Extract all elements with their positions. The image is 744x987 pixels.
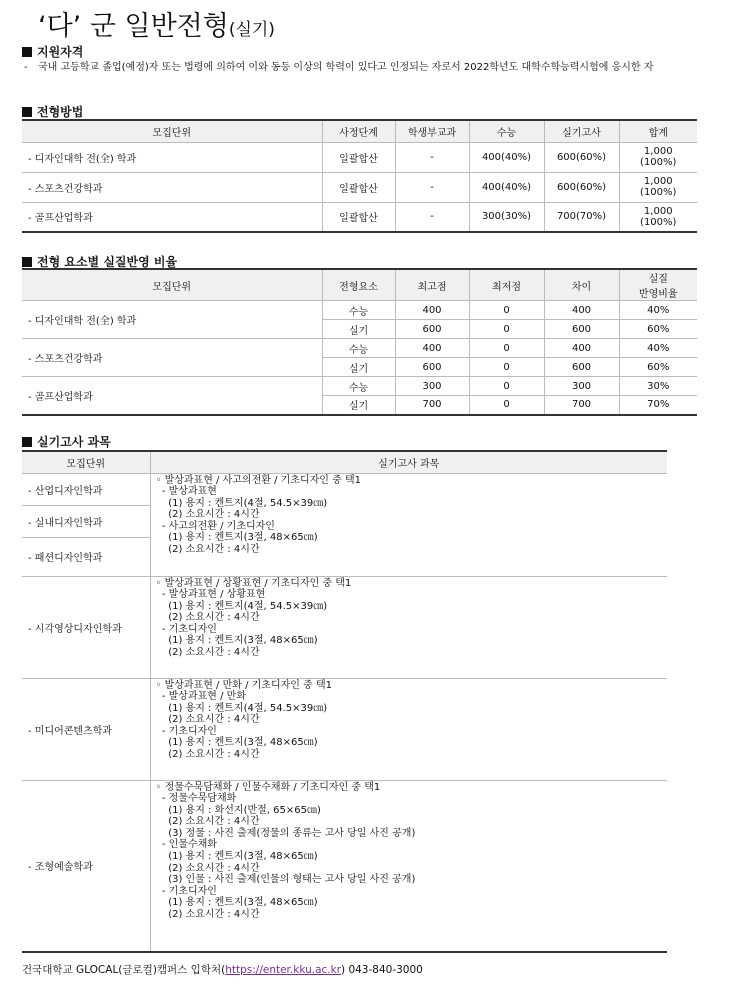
subject-line: - 발상과표현 / 만화 — [155, 691, 246, 703]
total-percent: (100%) — [640, 157, 677, 168]
table-cell: 600(60%) — [544, 142, 619, 172]
subject-cell — [150, 576, 667, 678]
table-header-row — [22, 451, 667, 473]
subject-list — [156, 782, 668, 921]
subject-line: (1) 용지 : 켄트지(3절, 48×65㎝) — [155, 532, 318, 544]
subject-line: (2) 소요시간 : 4시간 — [155, 749, 260, 761]
total-percent: (100%) — [640, 187, 677, 198]
table-cell: 실기 — [322, 320, 395, 339]
table-cell: 700(70%) — [544, 202, 619, 232]
subject-line: - 발상과표현 — [155, 486, 217, 498]
header-cell: 합계 — [619, 120, 697, 142]
subject-line: - 발상과표현 / 상황표현 — [155, 589, 266, 601]
subject-line: (3) 정물 : 사진 출제(정물의 종류는 고사 당일 사진 공개) — [155, 827, 416, 839]
dash-bullet: - — [24, 62, 28, 73]
table-cell: 300 — [544, 377, 619, 396]
table-cell: 0 — [469, 396, 544, 415]
total-cell — [619, 142, 697, 172]
subject-line: (1) 용지 : 켄트지(3절, 48×65㎝) — [155, 635, 318, 647]
unit-cell: - 미디어콘텐츠학과 — [22, 678, 150, 780]
section-heading-method — [22, 103, 83, 120]
header-cell: 모집단위 — [22, 269, 322, 301]
header-cell — [619, 269, 697, 301]
subject-line: (2) 소요시간 : 4시간 — [155, 544, 260, 556]
page-title — [38, 4, 275, 43]
table-cell: - — [395, 202, 469, 232]
table-cell: - — [395, 142, 469, 172]
subject-line: ◦ 정물수묵담채화 / 인물수채화 / 기초디자인 중 택1 — [155, 781, 381, 793]
header-cell: 실기고사 — [544, 120, 619, 142]
square-bullet-icon — [22, 47, 32, 57]
unit-cell: - 패션디자인학과 — [22, 537, 150, 576]
table-cell: 0 — [469, 320, 544, 339]
unit-cell: - 시각영상디자인학과 — [22, 576, 150, 678]
table-cell: 40% — [619, 301, 697, 320]
header-cell: 모집단위 — [22, 451, 150, 473]
table-row — [22, 172, 697, 202]
subject-line: (2) 소요시간 : 4시간 — [155, 509, 260, 521]
header-cell: 최고점 — [395, 269, 469, 301]
table-header-row — [22, 120, 697, 142]
footer-contact — [22, 962, 423, 977]
subject-line: (1) 용지 : 켄트지(3절, 48×65㎝) — [155, 737, 318, 749]
unit-cell: - 디자인대학 전(全) 학과 — [22, 301, 322, 339]
subject-line: (3) 인물 : 사진 출제(인물의 형태는 고사 당일 사진 공개) — [155, 874, 416, 886]
method-table — [22, 119, 697, 233]
subject-line: (2) 소요시간 : 4시간 — [155, 862, 260, 874]
admissions-link[interactable]: https://enter.kku.ac.kr — [225, 964, 342, 976]
table-row — [22, 142, 697, 172]
table-cell: 0 — [469, 377, 544, 396]
subject-line: (1) 용지 : 켄트지(4절, 54.5×39㎝) — [155, 702, 328, 714]
table-cell: 400(40%) — [469, 172, 544, 202]
table-cell: 실기 — [322, 396, 395, 415]
header-cell: 차이 — [544, 269, 619, 301]
header-cell: 사정단계 — [322, 120, 395, 142]
unit-cell: - 조형예술학과 — [22, 780, 150, 952]
exam-table — [22, 450, 667, 953]
subject-line: (1) 용지 : 화선지(반절, 65×65㎝) — [155, 804, 321, 816]
table-cell: 수능 — [322, 339, 395, 358]
table-header-row — [22, 269, 697, 301]
subject-line: (2) 소요시간 : 4시간 — [155, 909, 260, 921]
table-row — [22, 202, 697, 232]
subject-line: - 기초디자인 — [155, 885, 217, 897]
subject-line: - 사고의전환 / 기초디자인 — [155, 520, 275, 532]
table-row — [22, 780, 667, 952]
subject-line: (2) 소요시간 : 4시간 — [155, 647, 260, 659]
subject-line: (2) 소요시간 : 4시간 — [155, 714, 260, 726]
subject-cell — [150, 473, 667, 576]
qualification-body: 국내 고등학교 졸업(예정)자 또는 법령에 의하여 이와 동등 이상의 학력이 있다고 인정되는 자로서 2022학년도 대학수학능력시험에 응시한 자 — [38, 62, 654, 73]
table-row — [22, 678, 667, 780]
table-cell: 0 — [469, 301, 544, 320]
subject-line: - 정물수묵담채화 — [155, 793, 237, 805]
header-line: 반영비율 — [638, 289, 678, 300]
table-cell: 60% — [619, 320, 697, 339]
subject-list — [156, 680, 668, 761]
subject-line: - 기초디자인 — [155, 623, 217, 635]
header-line: 실질 — [648, 274, 668, 285]
table-cell: 실기 — [322, 358, 395, 377]
square-bullet-icon — [22, 107, 32, 117]
header-cell: 수능 — [469, 120, 544, 142]
header-cell: 전형요소 — [322, 269, 395, 301]
subject-line: (2) 소요시간 : 4시간 — [155, 612, 260, 624]
table-row — [22, 473, 667, 505]
subject-list — [156, 578, 668, 659]
section-heading-exam — [22, 433, 111, 450]
table-cell: 70% — [619, 396, 697, 415]
square-bullet-icon — [22, 257, 32, 267]
header-cell: 실기고사 과목 — [150, 451, 667, 473]
total-cell — [619, 202, 697, 232]
unit-cell: - 디자인대학 전(全) 학과 — [22, 142, 322, 172]
total-value: 1,000 — [643, 146, 673, 157]
subject-line: (1) 용지 : 켄트지(4절, 54.5×39㎝) — [155, 497, 328, 509]
table-cell: 일괄합산 — [322, 172, 395, 202]
subject-line: ◦ 발상과표현 / 만화 / 기초디자인 중 택1 — [155, 679, 332, 691]
unit-cell: - 골프산업학과 — [22, 377, 322, 415]
subject-cell — [150, 678, 667, 780]
subject-line: (1) 용지 : 켄트지(3절, 48×65㎝) — [155, 851, 318, 863]
table-cell: 0 — [469, 339, 544, 358]
subject-cell — [150, 780, 667, 952]
page-title-sub: (실기) — [228, 20, 275, 40]
unit-cell: - 실내디자인학과 — [22, 505, 150, 537]
total-value: 1,000 — [643, 205, 673, 217]
table-row — [22, 339, 697, 358]
unit-cell: - 스포츠건강학과 — [22, 339, 322, 377]
table-cell: 수능 — [322, 301, 395, 320]
header-cell: 모집단위 — [22, 120, 322, 142]
table-cell: 수능 — [322, 377, 395, 396]
table-cell: 일괄합산 — [322, 142, 395, 172]
subject-line: ◦ 발상과표현 / 사고의전환 / 기초디자인 중 택1 — [155, 474, 361, 486]
total-percent: (100%) — [640, 216, 677, 228]
table-cell: 400 — [395, 301, 469, 320]
table-row — [22, 377, 697, 396]
table-cell: 300 — [395, 377, 469, 396]
table-cell: 60% — [619, 358, 697, 377]
unit-cell: - 골프산업학과 — [22, 202, 322, 232]
section-heading-text: 지원자격 — [37, 45, 84, 59]
total-cell — [619, 172, 697, 202]
section-heading-text: 실기고사 과목 — [37, 435, 111, 449]
qualification-text — [24, 61, 714, 75]
table-cell: 600 — [544, 320, 619, 339]
unit-cell: - 스포츠건강학과 — [22, 172, 322, 202]
section-heading-text: 전형방법 — [37, 105, 84, 119]
subject-line: - 인물수채화 — [155, 839, 217, 851]
table-cell: 600 — [395, 320, 469, 339]
unit-cell: - 산업디자인학과 — [22, 473, 150, 505]
table-cell: 700 — [544, 396, 619, 415]
table-cell: 일괄합산 — [322, 202, 395, 232]
table-cell: 400(40%) — [469, 142, 544, 172]
table-cell: 30% — [619, 377, 697, 396]
subject-line: (1) 용지 : 켄트지(3절, 48×65㎝) — [155, 897, 318, 909]
footer-prefix: 건국대학교 GLOCAL(글로컬)캠퍼스 입학처( — [22, 964, 226, 976]
ratio-table — [22, 268, 697, 416]
subject-line: ◦ 발상과표현 / 상황표현 / 기초디자인 중 택1 — [155, 577, 352, 589]
subject-line: (2) 소요시간 : 4시간 — [155, 816, 260, 828]
page-title-main: ‘다’ 군 일반전형 — [38, 11, 229, 42]
header-cell: 학생부교과 — [395, 120, 469, 142]
square-bullet-icon — [22, 437, 32, 447]
subject-list — [156, 475, 668, 556]
section-heading-qualification — [22, 43, 83, 60]
table-cell: 400 — [544, 339, 619, 358]
table-cell: - — [395, 172, 469, 202]
table-cell: 600 — [544, 358, 619, 377]
table-cell: 700 — [395, 396, 469, 415]
section-heading-text: 전형 요소별 실질반영 비율 — [37, 255, 178, 269]
table-row — [22, 301, 697, 320]
table-cell: 400 — [544, 301, 619, 320]
footer-suffix: ) 043-840-3000 — [341, 964, 423, 976]
table-cell: 400 — [395, 339, 469, 358]
total-value: 1,000 — [643, 176, 673, 187]
table-cell: 300(30%) — [469, 202, 544, 232]
subject-line: (1) 용지 : 켄트지(4절, 54.5×39㎝) — [155, 600, 328, 612]
table-cell: 600 — [395, 358, 469, 377]
table-cell: 0 — [469, 358, 544, 377]
table-cell: 600(60%) — [544, 172, 619, 202]
table-cell: 40% — [619, 339, 697, 358]
table-row — [22, 576, 667, 678]
subject-line: - 기초디자인 — [155, 725, 217, 737]
header-cell: 최저점 — [469, 269, 544, 301]
